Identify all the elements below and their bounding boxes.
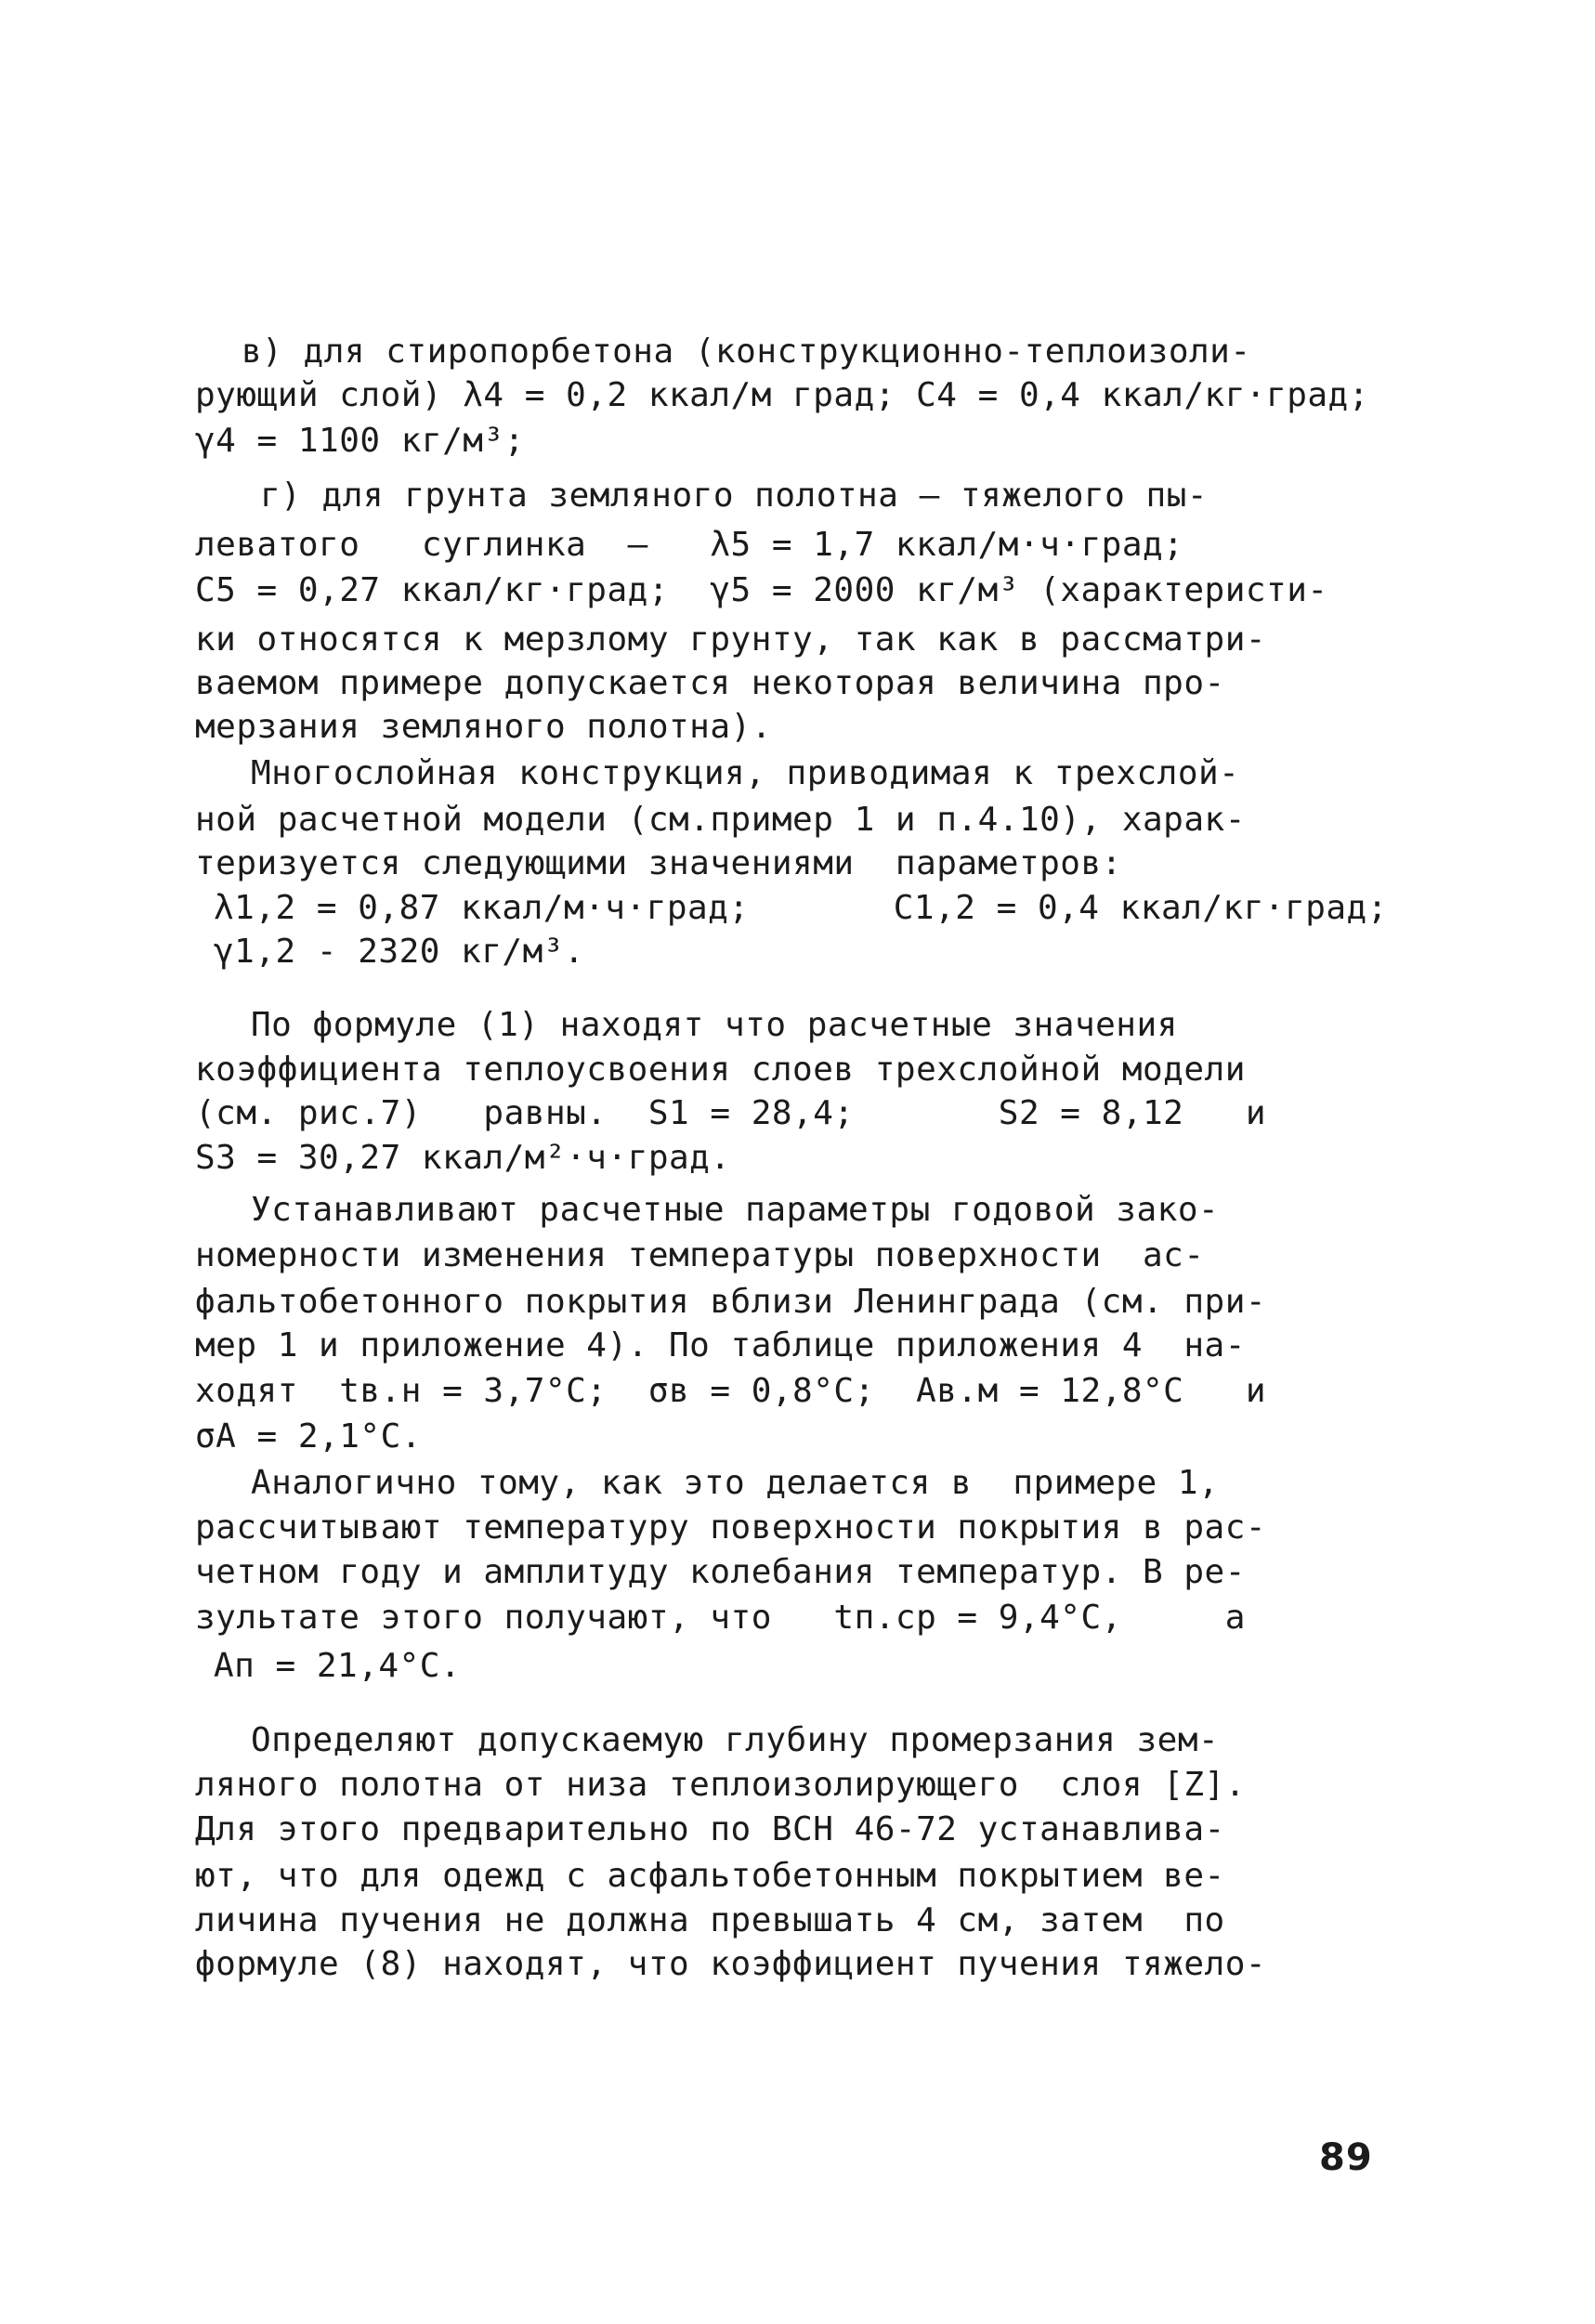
text-line: ляного полотна от низа теплоизолирующего слоя [Z]. xyxy=(195,1766,1246,1804)
text-line: По формуле (1) находят что расчетные значения xyxy=(251,1006,1178,1044)
text-line: зультате этого получают, что tп.ср = 9,4°С, а xyxy=(195,1599,1246,1637)
text-line: S3 = 30,27 ккал/м²·ч·град. xyxy=(195,1139,731,1177)
text-line: рассчитывают температуру поверхности покрытия в рас- xyxy=(195,1508,1267,1547)
text-line: личина пучения не должна превышать 4 см, затем по xyxy=(195,1901,1225,1939)
text-line: Для этого предварительно по ВСН 46-72 устанавлива- xyxy=(195,1810,1225,1848)
page-number: 89 xyxy=(1319,2136,1373,2179)
text-line: Устанавливают расчетные параметры годовой зако- xyxy=(251,1191,1220,1229)
text-line: формуле (8) находят, что коэффициент пучения тяжело- xyxy=(195,1945,1267,1983)
text-line: фальтобетонного покрытия вблизи Ленинграда (см. при- xyxy=(195,1283,1267,1321)
text-line: ной расчетной модели (см.пример 1 и п.4.10), харак- xyxy=(195,801,1246,839)
text-line: (см. рис.7) равны. S1 = 28,4; S2 = 8,12 и xyxy=(195,1094,1267,1132)
text-line: Многослойная конструкция, приводимая к трехслой- xyxy=(251,754,1240,792)
text-line: леватого суглинка – λ5 = 1,7 ккал/м·ч·град; xyxy=(195,526,1184,564)
text-line: номерности изменения температуры поверхности ас- xyxy=(195,1236,1205,1274)
text-line: мер 1 и приложение 4). По таблице приложения 4 на- xyxy=(195,1326,1246,1364)
text-line: мерзания земляного полотна). xyxy=(195,708,772,746)
text-line: г) для грунта земляного полотна – тяжелого пы- xyxy=(260,477,1208,515)
text-line: четном году и амплитуду колебания температур. В ре- xyxy=(195,1553,1246,1591)
text-line: γ4 = 1100 кг/м³; xyxy=(195,422,525,460)
text-line: в) для стиропорбетона (конструкционно-теплоизоли- xyxy=(242,333,1251,371)
text-line: теризуется следующими значениями параметров: xyxy=(195,844,1122,882)
text-line: ки относятся к мерзлому грунту, так как в рассматри- xyxy=(195,620,1267,659)
text-line: ходят tв.н = 3,7°С; σв = 0,8°С; Aв.м = 12,8°С и xyxy=(195,1372,1267,1410)
text-line: C5 = 0,27 ккал/кг·град; γ5 = 2000 кг/м³ (характеристи- xyxy=(195,571,1328,609)
text-line: рующий слой) λ4 = 0,2 ккал/м град; C4 = 0,4 ккал/кг·град; xyxy=(195,376,1369,414)
text-line: ют, что для одежд с асфальтобетонным покрытием ве- xyxy=(195,1857,1225,1895)
text-line: Аналогично тому, как это делается в примере 1, xyxy=(251,1464,1220,1502)
text-line: σA = 2,1°С. xyxy=(195,1417,422,1456)
text-line: Определяют допускаемую глубину промерзания зем- xyxy=(251,1721,1220,1759)
text-line: ваемом примере допускается некоторая величина про- xyxy=(195,664,1225,702)
text-line: коэффициента теплоусвоения слоев трехслойной модели xyxy=(195,1051,1246,1089)
text-line: λ1,2 = 0,87 ккал/м·ч·град; C1,2 = 0,4 ккал/кг·град; xyxy=(214,889,1388,927)
text-line: Aп = 21,4°С. xyxy=(214,1647,462,1685)
text-line: γ1,2 - 2320 кг/м³. xyxy=(214,933,585,971)
